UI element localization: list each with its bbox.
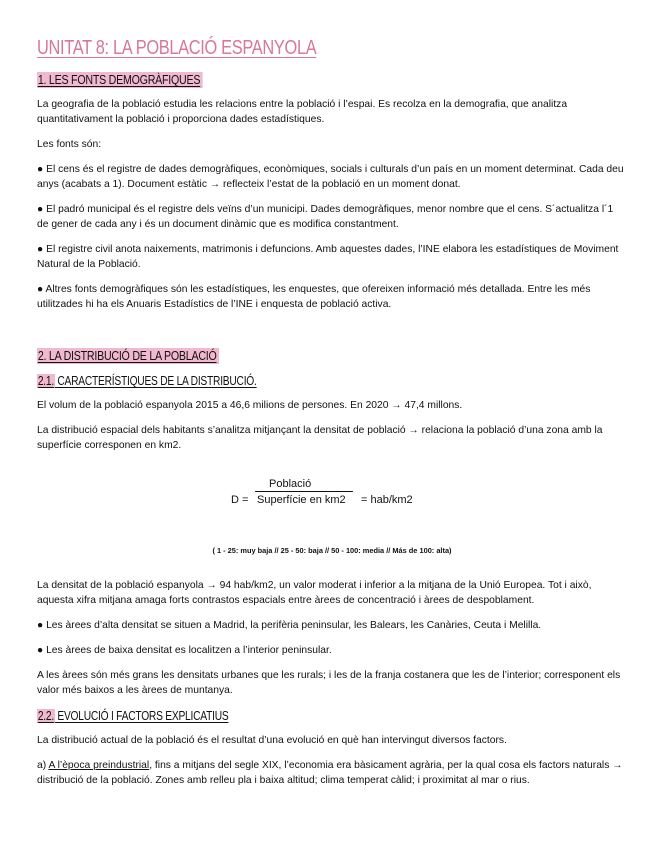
formula-rhs: = hab/km2 bbox=[361, 494, 413, 506]
bullet-high-density: ● Les àrees d’alta densitat se situen a Madrid, la perifèria peninsular, les Balears, les Canàries, Ceuta i Melilla. bbox=[37, 620, 542, 631]
formula-denominator: Superfície en km2 bbox=[257, 494, 346, 506]
section-1-heading: 1. LES FONTS DEMOGRÀFIQUES bbox=[37, 72, 203, 88]
spanish-density: La densitat de la població espanyola → 94 hab/km2, un valor moderat i inferior a la mitjana de la Unió Europea. Tot i això, aquesta xifra mitjana amaga forts contrastos espacials entre àrees de concentració i àrees de despoblament. bbox=[37, 580, 592, 606]
subsection-2-2-heading bbox=[37, 708, 228, 724]
subsection-2-1-label: CARACTERÍSTIQUES DE LA DISTRIBUCIÓ. bbox=[54, 374, 257, 388]
preindustrial-term: A l’època preindustrial bbox=[48, 760, 150, 771]
bullet-registre-civil: ● El registre civil anota naixements, matrimonis i defuncions. Amb aquestes dades, l’INE elabora les estadístiques de Moviment Natural de la Població. bbox=[37, 244, 619, 270]
page-title: UNITAT 8: LA POBLACIÓ ESPANYOLA bbox=[37, 37, 317, 59]
urban-rural-densities: A les àrees són més grans les densitats urbanes que les rurals; i les de la franja costanera que les de l’interior; corresponent els valor més baixos a les àrees de muntanya. bbox=[37, 670, 621, 696]
section-1-intro: La geografia de la població estudia les relacions entre la població i l’espai. Es recolza en la demografia, que analitza quantitativament la població i proporciona dades estadístiques. bbox=[37, 99, 568, 125]
formula-numerator: Població bbox=[269, 478, 312, 490]
item-a-prefix: a) bbox=[37, 760, 49, 771]
subsection-2-1-heading bbox=[37, 373, 257, 389]
preindustrial-paragraph bbox=[37, 758, 627, 788]
preindustrial-text: , fins a mitjans del segle XIX, l’economia era bàsicament agrària, per la qual cosa els factors naturals → distribució de la població. Zones amb relleu pla i baixa altitud; clima temperat càlid; i proximitat al mar o rius. bbox=[37, 760, 623, 786]
fonts-label: Les fonts són: bbox=[37, 139, 102, 150]
bullet-cens: ● El cens és el registre de dades demogràfiques, econòmiques, socials i culturals d’un país en un moment determinat. Cada deu anys (acabats a 1). Document estàtic → reflecteix l’estat de la població en un moment donat. bbox=[37, 164, 624, 190]
subsection-2-2-label: EVOLUCIÓ I FACTORS EXPLICATIUS bbox=[54, 709, 229, 723]
bullet-low-density: ● Les àrees de baixa densitat es localitzen a l’interior peninsular. bbox=[37, 645, 332, 656]
density-explanation: La distribució espacial dels habitants s’analitza mitjançant la densitat de població → relaciona la població d’una zona amb la superfície corresponen en km2. bbox=[37, 425, 603, 451]
bullet-altres-fonts: ● Altres fonts demogràfiques són les estadístiques, les enquestes, que ofereixen informació més detallada. Entre les més utilitzades hi ha els Anuaris Estadístics de l’INE i enquesta de població activa. bbox=[37, 284, 591, 310]
formula-fraction-bar bbox=[255, 491, 353, 492]
population-volume: El volum de la població espanyola 2015 a 46,6 milions de persones. En 2020 → 47,4 millons. bbox=[37, 400, 463, 411]
subsection-2-1-number: 2.1. bbox=[37, 374, 54, 388]
section-2-heading: 2. LA DISTRIBUCIÓ DE LA POBLACIÓ bbox=[37, 348, 219, 364]
formula-lhs: D = bbox=[231, 494, 249, 506]
density-formula bbox=[37, 477, 627, 533]
density-scale: ( 1 - 25: muy baja // 25 - 50: baja // 50 - 100: media // Más de 100: alta) bbox=[212, 546, 452, 555]
bullet-padro: ● El padró municipal és el registre dels veïns d’un municipi. Dades demogràfiques, menor nombre que el cens. S´actualitza l´1 de gener de cada any i és un document dinàmic que es modifica constantment. bbox=[37, 204, 614, 230]
subsection-2-2-number: 2.2. bbox=[37, 709, 54, 723]
evolution-intro: La distribució actual de la població és el resultat d’una evolució en què han intervingut diversos factors. bbox=[37, 735, 507, 746]
